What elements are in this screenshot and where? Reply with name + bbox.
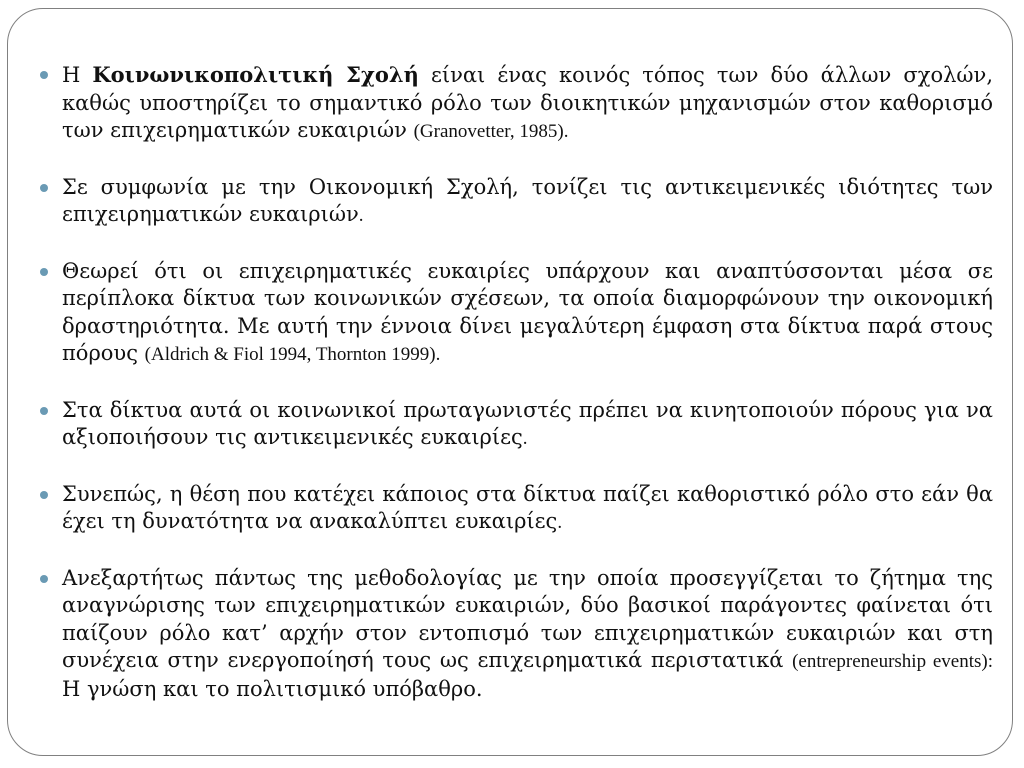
bullet-dot-icon [40,71,48,79]
bullet-item [40,397,993,453]
bullet-bold-term: Κοινωνικοπολιτική Σχολή [92,62,419,87]
bullet-item [40,565,993,704]
bullet-text: Σε συμφωνία με την Οικονομική Σχολή, τονίζει τις αντικειμενικές ιδιότητες των επιχειρηματικών ευκαιριών [62,174,993,226]
citation: . [557,512,563,533]
bullet-dot-icon [40,407,48,415]
bullet-text: Η γνώση και το πολιτισμικό υπόβαθρο. [62,676,483,701]
citation: (Aldrich & Fiol 1994, Thornton 1999). [144,344,441,365]
bullet-list [40,61,993,731]
bullet-text: Η [62,63,93,87]
bullet-item [40,174,993,230]
citation: . [522,428,528,449]
citation: . [358,205,364,226]
bullet-item [40,258,993,369]
bullet-dot-icon [40,491,48,499]
slide [7,8,1013,756]
bullet-text: Συνεπώς, η θέση που κατέχει κάποιος στα δίκτυα παίζει καθοριστικό ρόλο στο εάν θα έχει τη δυνατότητα να ανακαλύπτει ευκαιρίες [62,481,993,533]
bullet-text: Ανεξαρτήτως πάντως της μεθοδολογίας με την οποία προσεγγίζεται το ζήτημα της αναγνώρισης των επιχειρηματικών ευκαιριών, δύο βασικοί παράγοντες φαίνεται ότι παίζουν ρόλο κατ’ αρχήν στον εντοπισμό των επιχειρηματικών ευκαιριών και στη συνέχεια στην ενεργοποίησή τους ως επιχειρηματικά περιστατικά [62,565,993,672]
citation: (Granovetter, 1985). [413,121,569,142]
bullet-dot-icon [40,268,48,276]
citation: (entrepreneurship events): [792,651,993,672]
bullet-item [40,481,993,537]
bullet-item [40,61,993,146]
bullet-dot-icon [40,184,48,192]
bullet-text: Στα δίκτυα αυτά οι κοινωνικοί πρωταγωνιστές πρέπει να κινητοποιούν πόρους για να αξιοποιήσουν τις αντικειμενικές ευκαιρίες [62,397,993,449]
bullet-dot-icon [40,575,48,583]
bullet-text: είναι ένας κοινός τόπος των δύο άλλων σχολών, καθώς υποστηρίζει το σημαντικό ρόλο των διοικητικών μηχανισμών στον καθορισμό των επιχειρηματικών ευκαιριών [62,63,993,142]
bullet-text: Θεωρεί ότι οι επιχειρηματικές ευκαιρίες υπάρχουν και αναπτύσσονται μέσα σε περίπλοκα δίκτυα των κοινωνικών σχέσεων, τα οποία διαμορφώνουν την οικονομική δραστηριότητα. Με αυτή την έννοια δίνει μεγαλύτερη έμφαση στα δίκτυα παρά στους πόρους [62,258,993,365]
